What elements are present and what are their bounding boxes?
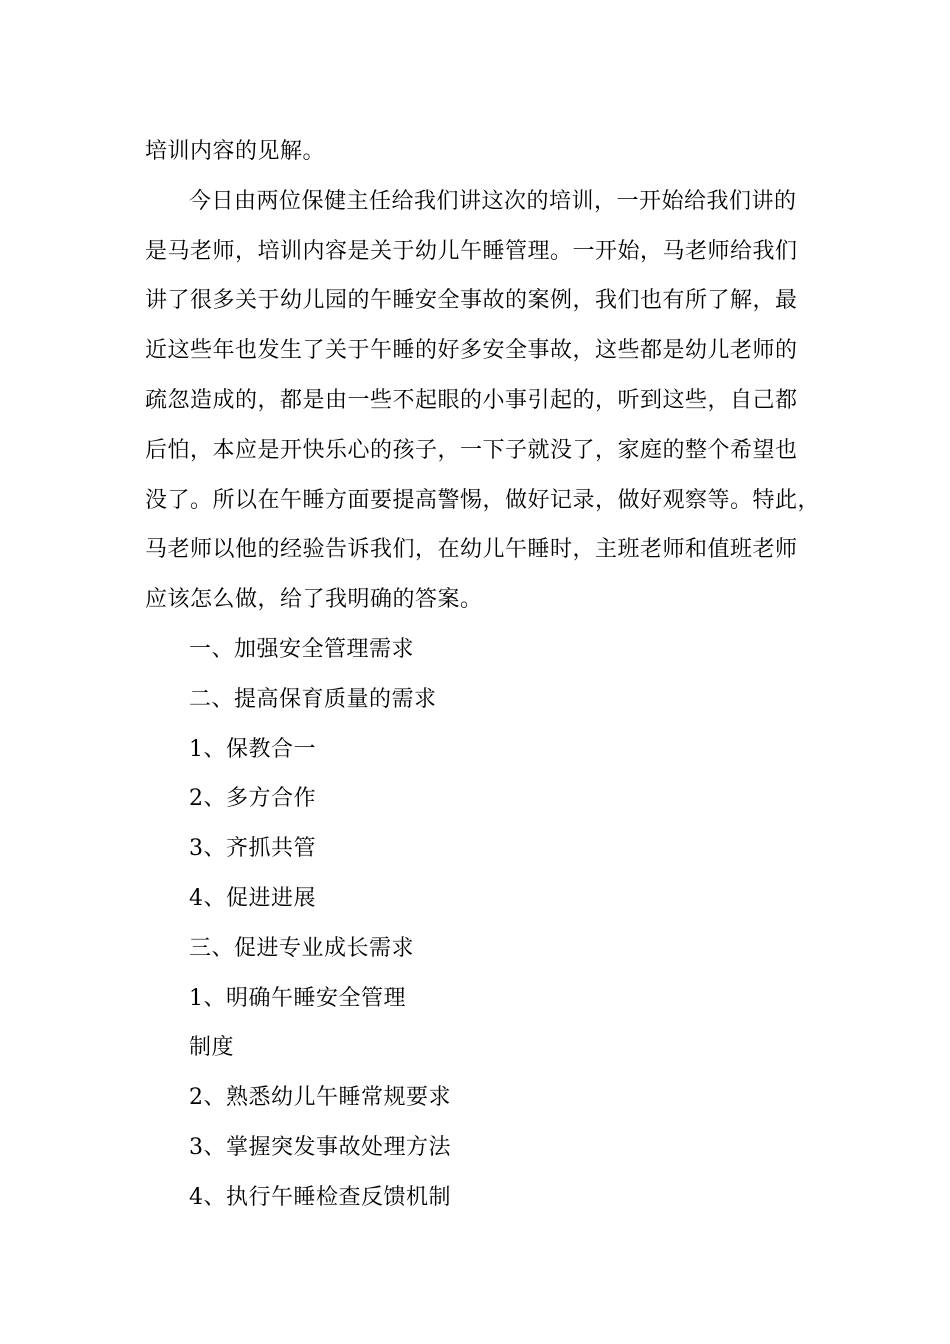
list-item: 3、掌握突发事故处理方法 bbox=[189, 1134, 451, 1160]
list-item: 3、齐抓共管 bbox=[189, 836, 316, 862]
list-item: 1、保教合一 bbox=[189, 736, 316, 762]
text-line: 疏忽造成的，都是由一些不起眼的小事引起的，听到这些，自己都 bbox=[145, 387, 798, 413]
text-line: 马老师以他的经验告诉我们，在幼儿午睡时，主班老师和值班老师 bbox=[145, 537, 798, 563]
text-line: 讲了很多关于幼儿园的午睡安全事故的案例，我们也有所了解，最 bbox=[145, 288, 798, 314]
list-item: 2、多方合作 bbox=[189, 786, 316, 812]
text-line: 近这些年也发生了关于午睡的好多安全事故，这些都是幼儿老师的 bbox=[145, 338, 798, 364]
list-item-continuation: 制度 bbox=[189, 1035, 235, 1061]
list-item: 4、执行午睡检查反馈机制 bbox=[189, 1184, 451, 1210]
section-heading: 二、提高保育质量的需求 bbox=[189, 686, 437, 712]
text-line: 是马老师，培训内容是关于幼儿午睡管理。一开始，马老师给我们 bbox=[145, 238, 798, 264]
list-item: 1、明确午睡安全管理 bbox=[189, 985, 406, 1011]
section-heading: 一、加强安全管理需求 bbox=[189, 636, 415, 662]
text-line: 应该怎么做，给了我明确的答案。 bbox=[145, 587, 483, 613]
text-line: 没了。所以在午睡方面要提高警惕，做好记录，做好观察等。特此， bbox=[145, 487, 821, 513]
text-line: 今日由两位保健主任给我们讲这次的培训，一开始给我们讲的 bbox=[189, 188, 797, 214]
list-item: 2、熟悉幼儿午睡常规要求 bbox=[189, 1085, 451, 1111]
list-item: 4、促进进展 bbox=[189, 885, 316, 911]
document-body bbox=[145, 127, 825, 1223]
section-heading: 三、促进专业成长需求 bbox=[189, 935, 415, 961]
text-line: 培训内容的见解。 bbox=[145, 139, 326, 164]
text-line: 后怕，本应是开快乐心的孩子，一下子就没了，家庭的整个希望也 bbox=[145, 437, 798, 463]
